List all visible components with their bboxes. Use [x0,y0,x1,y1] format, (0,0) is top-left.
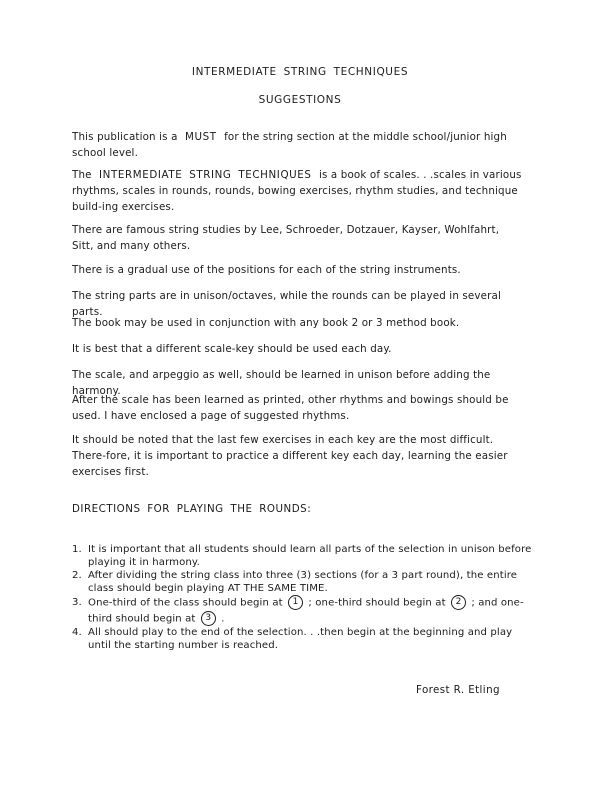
paragraph-intro-c: for the string section at the middle school/junior high school level. [72,131,507,159]
document-title: INTERMEDIATE STRING TECHNIQUES [191,66,409,78]
list-number: 1. [72,544,82,555]
signature: Forest R. Etling [416,684,500,696]
list-item [72,626,532,652]
list-item-text: It is important that all students should learn all parts of the selection in unison before playing it in harmony. [88,544,532,568]
list-item-text: After dividing the string class into three (3) sections (for a 3 part round), the entire class should begin playing AT THE SAME TIME. [88,570,518,594]
list-number: 2. [72,570,82,581]
list-number: 3. [72,597,82,608]
list-item-text-a: One-third of the class should begin at [88,597,283,609]
list-item-text-c: ; and one-third should begin at [88,597,524,624]
list-number: 4. [72,627,82,638]
circled-number-1: 1 [288,595,303,610]
paragraph-string-parts: The string parts are in unison/octaves, while the rounds can be played in several parts. [72,290,501,318]
list-item-text: All should play to the end of the selection. . .then begin at the beginning and play until the starting number is reached. [88,627,513,651]
list-item [72,543,532,569]
paragraph-book-a: The [72,169,92,181]
circled-number-2: 2 [451,595,466,610]
paragraph-difficulty-note: It should be noted that the last few exercises in each key are the most difficult. There-fore, it is important to practice a different key each day, learning the easier exercises first. [72,434,508,478]
emphasis-book-title: INTERMEDIATE STRING TECHNIQUES [99,169,312,181]
paragraph-famous-studies: There are famous string studies by Lee, Schroeder, Dotzauer, Kayser, Wohlfahrt, Sitt, and many others. [72,224,500,252]
paragraph-book-c: is a book of scales. . .scales in various rhythms, scales in rounds, rounds, bowing exercises, rhythm studies, and technique build-ing exercises. [72,169,522,213]
circled-number-3: 3 [201,611,216,626]
list-item [72,569,532,595]
document-subtitle: SUGGESTIONS [258,94,342,106]
paragraph-method-book: The book may be used in conjunction with any book 2 or 3 method book. [72,317,460,329]
paragraph-arpeggio: The scale, and arpeggio as well, should be learned in unison before adding the harmony. [72,369,491,397]
paragraph-scale-key: It is best that a different scale-key should be used each day. [72,343,392,355]
directions-heading: DIRECTIONS FOR PLAYING THE ROUNDS: [72,503,312,515]
list-item [72,595,532,626]
paragraph-intro [72,129,524,161]
paragraph-rhythms: After the scale has been learned as printed, other rhythms and bowings should be used. I have enclosed a page of suggested rhythms. [72,394,509,422]
paragraph-positions: There is a gradual use of the positions for each of the string instruments. [72,264,461,276]
paragraph-intro-a: This publication is a [72,131,178,143]
list-item-text-d: . [221,613,225,624]
emphasis-must: MUST [185,131,217,143]
directions-list [72,543,532,652]
paragraph-book-description [72,167,524,215]
list-item-text-b: ; one-third should begin at [308,597,446,609]
